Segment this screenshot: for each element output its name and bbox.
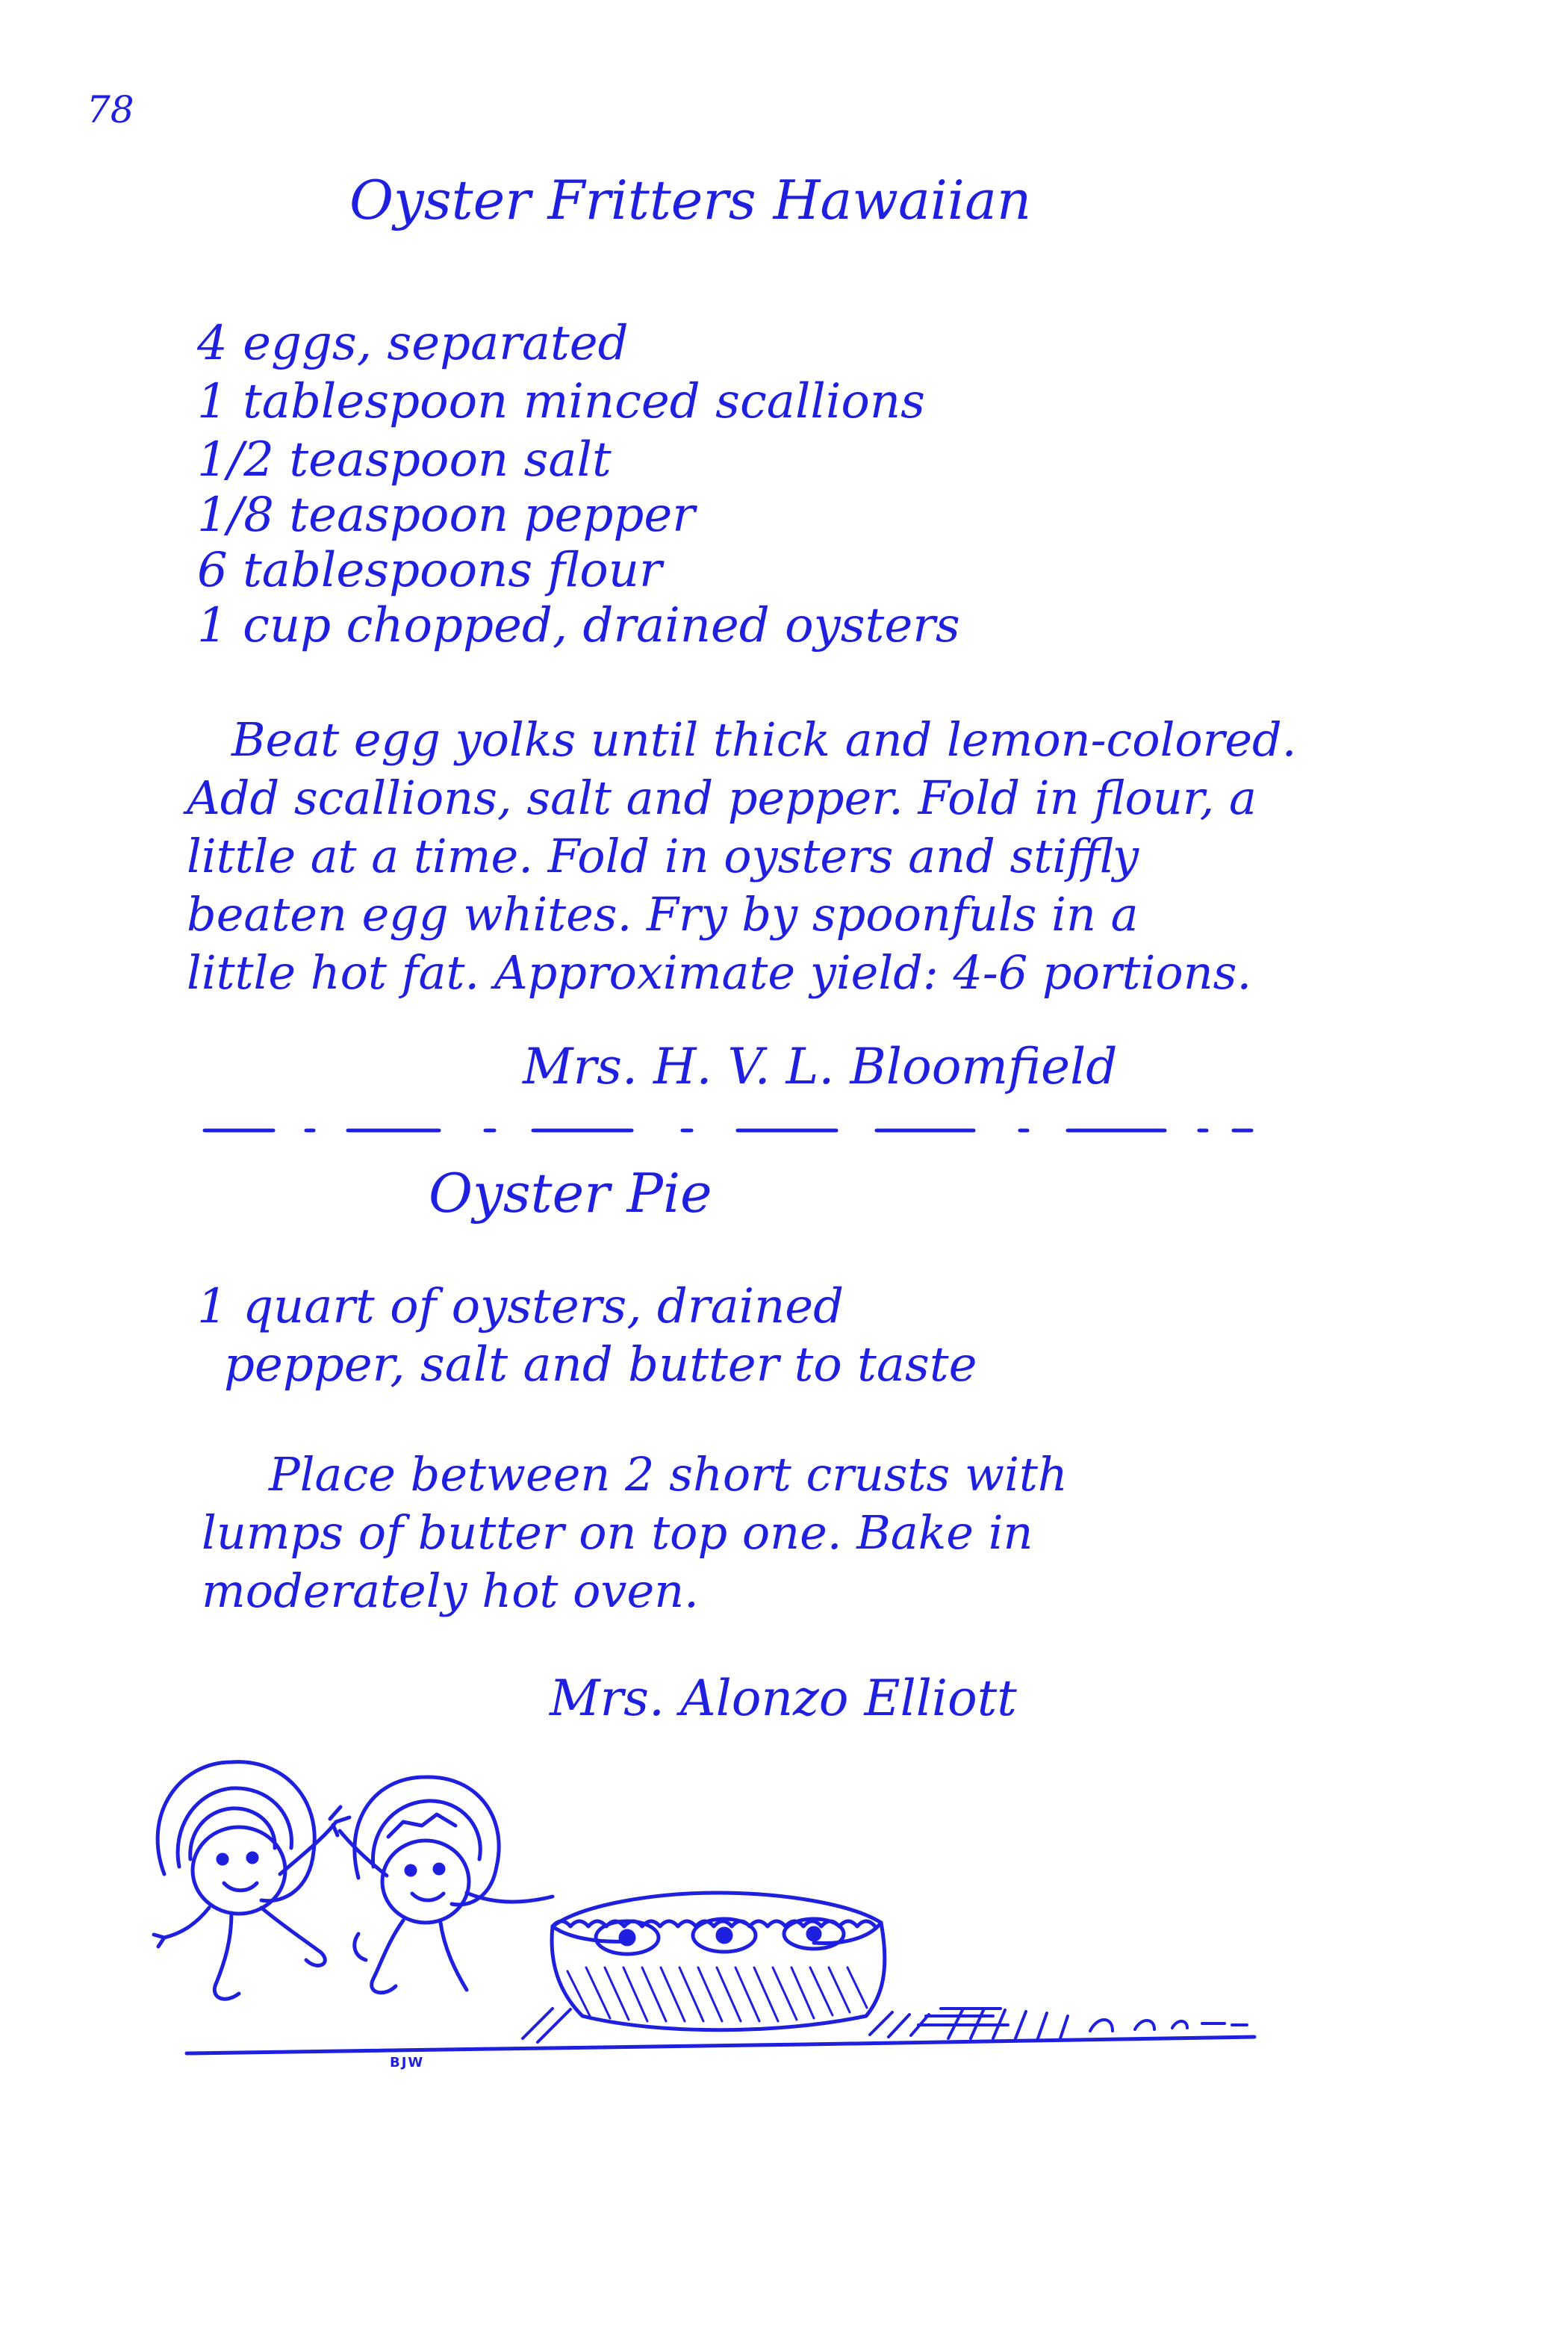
instruction-line: lumps of butter on top one. Bake in (202, 1505, 1033, 1560)
artist-initials: BJW (390, 2055, 425, 2071)
instruction-line: little at a time. Fold in oysters and stiffly (187, 829, 1139, 883)
ingredient-line: 1 quart of oysters, drained (197, 1279, 844, 1334)
recipe-separator (202, 1126, 1254, 1135)
recipe-instructions-fritters (187, 711, 1296, 1002)
ingredient-line: 6 tablespoons flour (197, 543, 662, 598)
instruction-line: moderately hot oven. (202, 1564, 699, 1618)
ingredient-line: 1 cup chopped, drained oysters (197, 598, 960, 653)
ingredient-line: pepper, salt and butter to taste (224, 1337, 977, 1393)
contributor-signature-bloomfield: Mrs. H. V. L. Bloomfield (523, 1038, 1118, 1095)
ingredient-line: 1/8 teaspoon pepper (197, 488, 695, 543)
recipe-title-oyster-fritters: Oyster Fritters Hawaiian (349, 169, 1032, 231)
contributor-signature-elliott: Mrs. Alonzo Elliott (550, 1670, 1017, 1727)
instruction-line: Add scallions, salt and pepper. Fold in flour, a (187, 771, 1257, 825)
instruction-line: beaten egg whites. Fry by spoonfuls in a (187, 887, 1139, 942)
instruction-line: Beat egg yolks until thick and lemon-colored. (231, 712, 1297, 767)
recipe-title-oyster-pie: Oyster Pie (429, 1162, 712, 1225)
ingredient-line: 1/2 teaspoon salt (197, 432, 612, 488)
instruction-line: Place between 2 short crusts with (269, 1447, 1068, 1502)
dancing-oysters-illustration-icon (134, 1747, 1284, 2098)
recipe-instructions-pie (202, 1446, 1068, 1620)
ingredient-line: 1 tablespoon minced scallions (197, 374, 925, 429)
page-number: 78 (87, 88, 134, 131)
ingredient-line: 4 eggs, separated (197, 316, 629, 371)
instruction-line: little hot fat. Approximate yield: 4-6 portions. (187, 945, 1252, 1000)
